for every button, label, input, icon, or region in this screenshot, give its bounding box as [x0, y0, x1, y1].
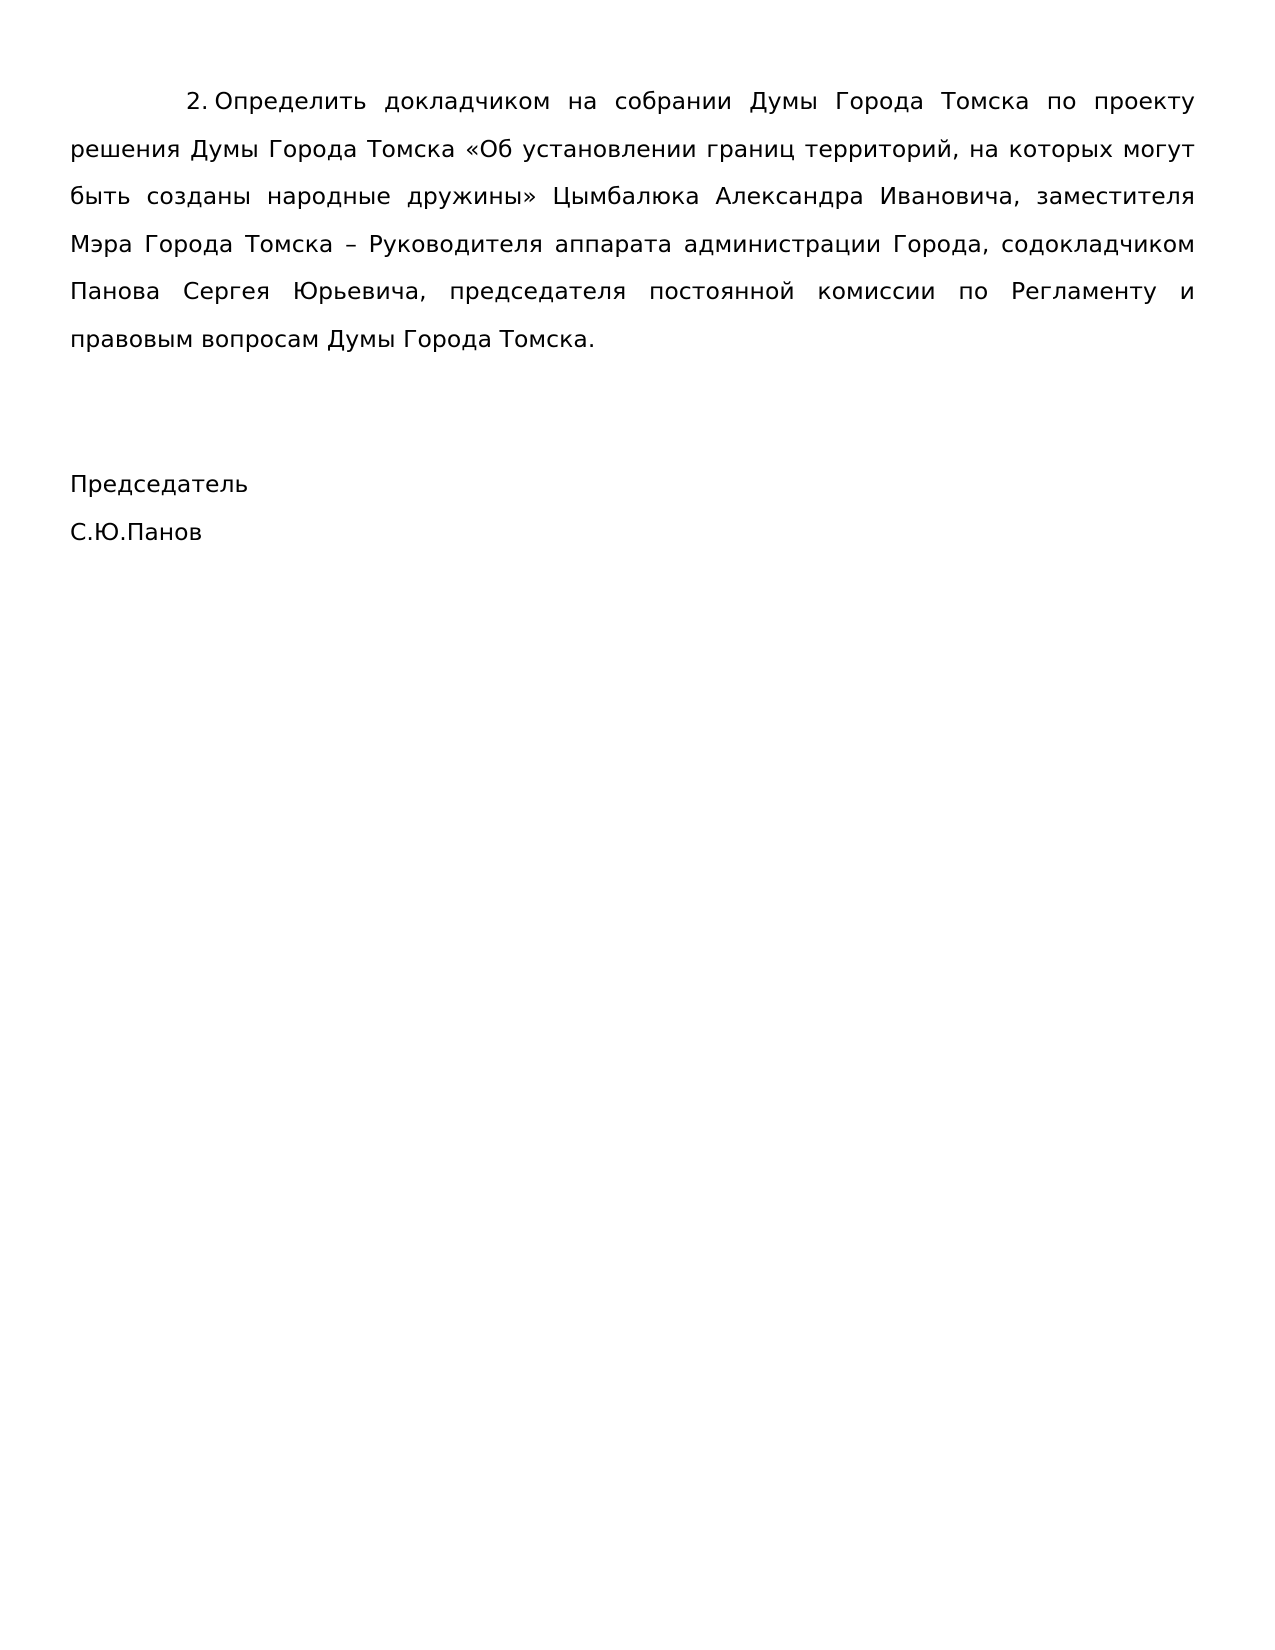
- signature-block: [70, 461, 248, 556]
- item-text: Определить докладчиком на собрании Думы Города Томска по проекту решения Думы Города Томска «Об установлении границ территорий, на которых могут быть созданы народные дружины» Цымбалюка Александра Ивановича, заместителя Мэра Города Томска – Руководителя аппарата администрации Города, содокладчиком Панова Сергея Юрьевича, председателя постоянной комиссии по Регламенту и правовым вопросам Думы Города Томска.: [70, 87, 1195, 353]
- item-number: 2.: [186, 87, 209, 115]
- resolution-item-2: [70, 78, 1195, 363]
- signature-name: С.Ю.Панов: [70, 517, 203, 546]
- signature-title: Председатель: [70, 470, 249, 498]
- document-body: [70, 78, 1195, 363]
